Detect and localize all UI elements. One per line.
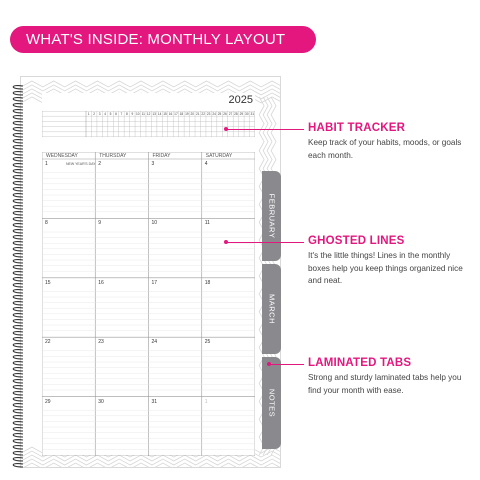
calendar-day-number[interactable]: 18 — [204, 279, 211, 286]
laminated-tabs-dot — [267, 362, 271, 366]
tracker-day-label: 18 — [179, 112, 184, 116]
tracker-day-label: 14 — [157, 112, 162, 116]
calendar-day-number[interactable]: 1 — [204, 398, 208, 405]
calendar-day-number[interactable]: 29 — [45, 398, 51, 405]
feature-laminated-tabs-text: Strong and sturdy laminated tabs help you find your month with ease. — [308, 373, 462, 395]
feature-ghosted-lines — [308, 235, 468, 288]
day-header-wednesday: WEDNESDAY — [46, 153, 78, 159]
tracker-day-label: 8 — [125, 112, 128, 116]
calendar-day-number[interactable]: 22 — [45, 339, 51, 346]
tab-notes-label: NOTES — [267, 388, 276, 418]
tracker-day-label: 9 — [131, 112, 134, 116]
habit-tracker-leader — [226, 129, 304, 130]
section-banner: WHAT'S INSIDE: MONTHLY LAYOUT — [10, 26, 316, 53]
tracker-day-label: 30 — [245, 112, 249, 116]
tracker-day-label: 29 — [239, 112, 244, 116]
calendar-day-number[interactable]: 16 — [98, 279, 104, 286]
tab-notes[interactable] — [262, 357, 281, 449]
calendar-day-number[interactable]: 10 — [151, 220, 158, 227]
calendar-day-number[interactable]: 4 — [204, 161, 208, 167]
feature-laminated-tabs-title: LAMINATED TABS — [308, 357, 412, 369]
spiral-binding — [7, 82, 27, 474]
feature-ghosted-lines-text: It's the little things! Lines in the monthly boxes help you keep things organized nice and neat. — [308, 251, 463, 285]
tracker-day-label: 20 — [190, 112, 195, 116]
calendar-sheet — [42, 93, 255, 455]
tracker-day-label: 12 — [146, 112, 151, 116]
calendar-lines — [42, 152, 255, 456]
day-header-friday: FRIDAY — [152, 153, 171, 159]
habit-tracker-grid — [42, 111, 255, 137]
ghosted-lines-leader — [226, 242, 304, 243]
calendar-day-number[interactable]: 1 — [45, 161, 48, 167]
calendar-day-number[interactable]: 17 — [151, 279, 158, 286]
calendar-day-number[interactable]: 31 — [151, 398, 158, 405]
planner-page — [20, 76, 281, 468]
calendar-day-number[interactable]: 25 — [204, 339, 211, 346]
monthly-calendar-grid — [42, 152, 255, 456]
tracker-day-label: 27 — [228, 112, 233, 116]
feature-habit-tracker-text: Keep track of your habits, moods, or goals each month. — [308, 138, 462, 160]
calendar-day-number[interactable]: 3 — [151, 161, 155, 167]
tab-february-label: FEBRUARY — [267, 193, 276, 239]
tracker-day-label: 3 — [98, 112, 101, 116]
tracker-day-label: 21 — [195, 112, 200, 116]
tracker-day-label: 24 — [212, 112, 216, 116]
calendar-day-number[interactable]: 24 — [151, 339, 158, 346]
tracker-day-label: 28 — [234, 112, 238, 116]
tracker-day-label: 25 — [217, 112, 222, 116]
planner-image — [7, 76, 281, 476]
tracker-day-label: 26 — [223, 112, 227, 116]
laminated-tabs-leader — [269, 364, 304, 365]
tracker-day-label: 4 — [104, 112, 106, 116]
feature-habit-tracker — [308, 122, 468, 162]
calendar-day-number[interactable]: 11 — [204, 220, 210, 227]
calendar-day-number[interactable]: 23 — [98, 339, 104, 346]
day-header-thursday: THURSDAY — [99, 153, 127, 159]
tracker-day-label: 13 — [152, 112, 156, 116]
tab-march-label: MARCH — [267, 294, 276, 324]
feature-ghosted-lines-title: GHOSTED LINES — [308, 235, 405, 247]
tab-march[interactable] — [262, 264, 281, 354]
tracker-day-label: 22 — [201, 112, 205, 116]
holiday-label: NEW YEAR'S DAY — [66, 162, 96, 166]
calendar-day-number[interactable]: 30 — [98, 398, 104, 405]
ghosted-lines-dot — [224, 240, 228, 244]
feature-habit-tracker-title: HABIT TRACKER — [308, 122, 406, 134]
tracker-day-label: 7 — [120, 112, 123, 116]
tracker-day-label: 19 — [185, 112, 189, 116]
calendar-day-number[interactable]: 2 — [98, 161, 102, 167]
day-header-saturday: SATURDAY — [205, 153, 233, 159]
tab-february[interactable] — [262, 171, 281, 261]
tracker-day-label: 5 — [109, 112, 112, 116]
tracker-day-label: 17 — [174, 112, 178, 116]
feature-laminated-tabs — [308, 357, 468, 397]
calendar-day-number[interactable]: 8 — [45, 220, 48, 227]
tracker-day-label: 11 — [141, 112, 145, 116]
planner-year: 2025 — [228, 94, 253, 106]
tracker-day-label: 2 — [93, 112, 96, 116]
tracker-day-label: 1 — [87, 112, 90, 116]
habit-tracker-dot — [224, 127, 228, 131]
tracker-day-label: 23 — [206, 112, 211, 116]
calendar-day-number[interactable]: 15 — [45, 279, 51, 286]
tracker-day-label: 31 — [250, 112, 255, 116]
tracker-day-label: 10 — [136, 112, 140, 116]
tracker-day-label: 16 — [168, 112, 173, 116]
calendar-day-number[interactable]: 9 — [98, 220, 102, 227]
tracker-day-label: 6 — [115, 112, 117, 116]
tracker-day-label: 15 — [163, 112, 167, 116]
